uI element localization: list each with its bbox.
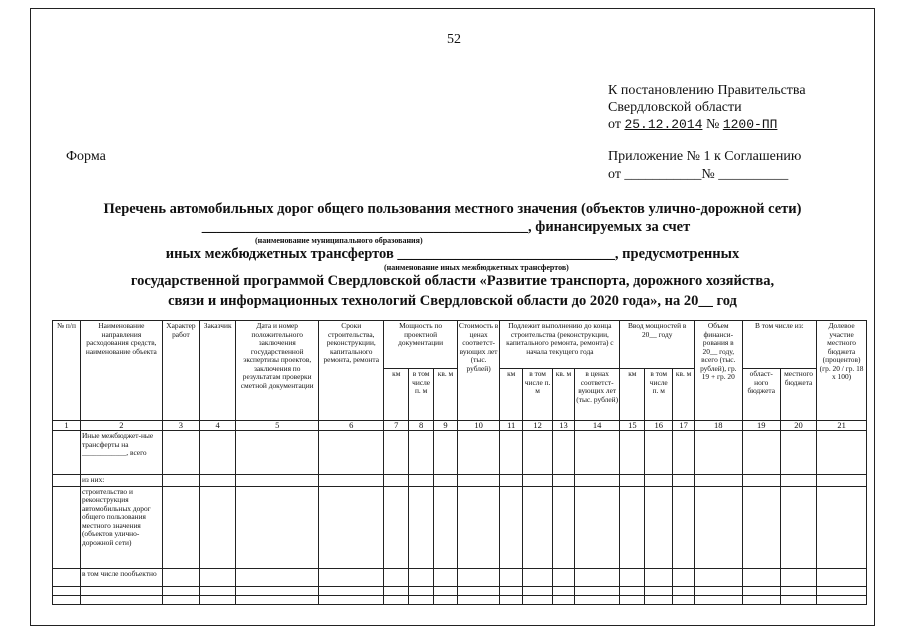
col-number: 20 xyxy=(780,421,816,431)
col-number: 12 xyxy=(523,421,553,431)
col-number: 10 xyxy=(457,421,499,431)
row-label-transfers: Иные межбюджет-ные трансферты на ____________, всего xyxy=(80,431,162,475)
header-cost: Стоимость в ценах соответст-вующих лет (тыс. рублей) xyxy=(457,321,499,421)
row-label-of-which: из них: xyxy=(80,475,162,487)
title-line1: Перечень автомобильных дорог общего пользования местного значения (объектов улично-дорожной сети) xyxy=(103,201,802,217)
header-terms: Сроки строительства, реконструкции, капитального ремонта, ремонта xyxy=(319,321,384,421)
col-number: 5 xyxy=(236,421,319,431)
row-label-per-object: в том числе пообъектно xyxy=(80,568,162,586)
col-number: 11 xyxy=(500,421,523,431)
header-no: № п/п xyxy=(53,321,81,421)
annex-line2: от ___________№ __________ xyxy=(608,167,789,182)
resolution-date-line xyxy=(608,116,777,134)
header-character: Характер работ xyxy=(162,321,199,421)
resolution-number: 1200-ПП xyxy=(722,117,778,132)
sub-kvm: кв. м xyxy=(434,369,458,421)
resolution-number-label: № xyxy=(705,117,720,132)
page-number: 52 xyxy=(447,32,461,47)
table-row xyxy=(53,586,867,595)
sub-incl-pm: в том числе п. м xyxy=(645,369,673,421)
col-number: 19 xyxy=(742,421,780,431)
col-number: 8 xyxy=(409,421,434,431)
form-label: Форма xyxy=(66,149,106,164)
col-number: 6 xyxy=(319,421,384,431)
title-line2: _____________________________________________, финансируемых за счет xyxy=(201,219,691,235)
roads-table xyxy=(52,320,867,605)
sub-km: км xyxy=(500,369,523,421)
col-number: 7 xyxy=(384,421,409,431)
col-number: 18 xyxy=(694,421,742,431)
col-number: 1 xyxy=(53,421,81,431)
sub-kvm: кв. м xyxy=(673,369,695,421)
title-line5: связи и информационных технологий Свердловской области до 2020 года», на 20__ год xyxy=(168,293,737,309)
title-caption1: (наименование муниципального образования) xyxy=(255,236,423,245)
header-customer: Заказчик xyxy=(200,321,236,421)
header-incl: В том числе из: xyxy=(742,321,817,369)
sub-prices: в ценах соответст-вующих лет (тыс. рублей) xyxy=(574,369,620,421)
header-remaining: Подлежит выполнению до конца строительства (реконструкции, капитального ремонта, ремонта) с начала текущего года xyxy=(500,321,620,369)
table-row xyxy=(53,568,867,586)
col-number: 17 xyxy=(673,421,695,431)
table-row xyxy=(53,486,867,568)
col-number: 13 xyxy=(553,421,575,431)
annex-line1: Приложение № 1 к Соглашению xyxy=(608,149,802,164)
column-numbers-row xyxy=(53,421,867,431)
row-label-construction: строительство и реконструкция автомобильных дорог общего пользования местного значения (объектов улично-дорожной сети) xyxy=(80,486,162,568)
sub-km: км xyxy=(384,369,409,421)
resolution-line1: К постановлению Правительства xyxy=(608,83,806,98)
sub-regional: област-ного бюджета xyxy=(742,369,780,421)
col-number: 14 xyxy=(574,421,620,431)
header-commission: Ввод мощностей в 20__ году xyxy=(620,321,695,369)
col-number: 4 xyxy=(200,421,236,431)
resolution-date: 25.12.2014 xyxy=(624,117,703,132)
col-number: 15 xyxy=(620,421,645,431)
title-line4: государственной программой Свердловской области «Развитие транспорта, дорожного хозяйства, xyxy=(130,273,775,289)
col-number: 2 xyxy=(80,421,162,431)
sub-local: местного бюджета xyxy=(780,369,816,421)
sub-incl-pm: в том числе п. м xyxy=(409,369,434,421)
table-row xyxy=(53,595,867,604)
header-expertise: Дата и номер положительного заключения государственной экспертизы проектов, заключения по результатам проверки сметной документации xyxy=(236,321,319,421)
header-volume: Объем финанси-рования в 20__ году, всего (тыс. рублей), гр. 19 + гр. 20 xyxy=(694,321,742,421)
header-name: Наименование направления расходования средств, наименование объекта xyxy=(80,321,162,421)
resolution-from-label: от xyxy=(608,117,621,132)
table-row xyxy=(53,431,867,475)
header-capacity: Мощность по проектной документации xyxy=(384,321,458,369)
resolution-line2: Свердловской области xyxy=(608,100,742,115)
col-number: 16 xyxy=(645,421,673,431)
sub-incl-pm: в том числе п. м xyxy=(523,369,553,421)
sub-km: км xyxy=(620,369,645,421)
table-row xyxy=(53,475,867,487)
sub-kvm: кв. м xyxy=(553,369,575,421)
col-number: 9 xyxy=(434,421,458,431)
col-number: 21 xyxy=(817,421,867,431)
col-number: 3 xyxy=(162,421,199,431)
title-caption2: (наименование иных межбюджетных трансфертов) xyxy=(384,263,569,272)
header-share: Долевое участие местного бюджета (процентов) (гр. 20 / гр. 18 x 100) xyxy=(817,321,867,421)
title-line3: иных межбюджетных трансфертов ______________________________, предусмотренных xyxy=(165,246,740,262)
